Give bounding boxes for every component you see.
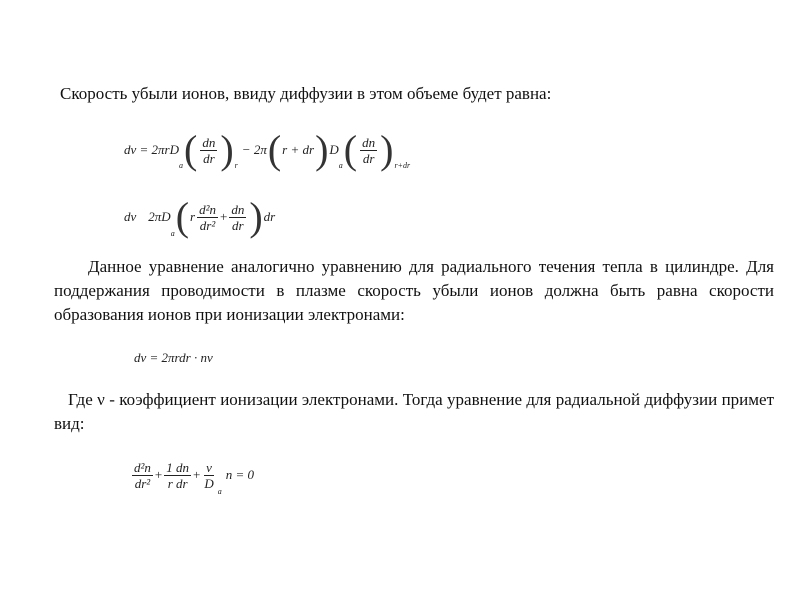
eq2-plus: + xyxy=(219,209,228,224)
equation-ion-loss-expanded xyxy=(124,192,275,242)
eq1-sub-rdr: r+dr xyxy=(394,161,411,170)
eq4-frac2-den: r dr xyxy=(167,475,188,491)
equation-ion-loss xyxy=(124,126,410,174)
eq1-fraction-2 xyxy=(360,135,377,166)
eq1-paren-open: ( xyxy=(184,127,198,172)
eq4-fraction-3 xyxy=(202,460,215,491)
eq3-text: dν = 2πrdr · nν xyxy=(134,350,213,365)
eq4-frac3-num: ν xyxy=(206,459,212,475)
eq2-r: r xyxy=(190,209,196,224)
paragraph-ionization-coefficient: Где ν - коэффициент ионизации электронами. Тогда уравнение для радиальной диффузии примет вид: xyxy=(54,390,774,433)
eq1-frac2-den: dr xyxy=(362,150,375,166)
eq4-frac2-num: 1 dn xyxy=(166,459,189,475)
eq4-plus-2: + xyxy=(193,467,201,482)
eq4-sub-a: a xyxy=(217,487,222,496)
eq1-frac1-den: dr xyxy=(203,150,215,166)
eq1-fraction-1 xyxy=(200,135,217,166)
paragraph-diffusion-loss: Скорость убыли ионов, ввиду диффузии в этом объеме будет равна: xyxy=(60,84,552,103)
eq4-frac1-den: dr² xyxy=(134,475,151,491)
eq1-frac2-num: dn xyxy=(362,134,376,150)
eq1-d2: D xyxy=(329,142,339,157)
eq1-paren2-close: ) xyxy=(315,127,329,172)
eq1-paren3-close: ) xyxy=(380,127,394,172)
eq1-paren-close: ) xyxy=(220,127,234,172)
eq2-paren-close: ) xyxy=(249,194,263,239)
eq1-paren3-open: ( xyxy=(343,127,358,172)
eq2-lhs: dν xyxy=(124,209,137,224)
eq2-fraction-1 xyxy=(197,202,218,233)
eq1-lhs: dν = 2πrD xyxy=(124,142,180,157)
eq1-frac1-num: dn xyxy=(202,134,216,150)
eq1-paren2-open: ( xyxy=(267,127,282,172)
eq2-tail: dr xyxy=(263,209,276,224)
eq2-frac2-num: dn xyxy=(231,201,245,217)
eq4-frac1-num: d²n xyxy=(134,459,151,475)
eq2-fraction-2 xyxy=(229,202,246,233)
paragraph-heat-analogy: Данное уравнение аналогично уравнению для радиального течения тепла в цилиндре. Для поддержания проводимости в плазме скорость убыли ионов должна быть равна скорости образования ионов при ионизации электронами: xyxy=(54,257,774,324)
eq1-sub-r: r xyxy=(234,161,238,170)
eq2-frac1-num: d²n xyxy=(199,201,216,217)
eq4-plus-1: + xyxy=(154,467,163,482)
eq4-fraction-2 xyxy=(164,460,191,491)
eq1-sub-a: a xyxy=(179,161,184,170)
eq1-sub-a2: a xyxy=(338,161,343,170)
eq2-frac2-den: dr xyxy=(232,217,244,233)
eq4-fraction-1 xyxy=(132,460,153,491)
eq2-mid: 2πD xyxy=(148,209,171,224)
eq2-paren-open: ( xyxy=(175,194,190,239)
eq4-frac3-den: D xyxy=(204,475,214,491)
eq1-paren-mid: r + dr xyxy=(282,142,315,157)
eq2-frac1-den: dr² xyxy=(199,217,216,233)
eq2-sub-a: a xyxy=(170,229,175,238)
eq4-tail: n = 0 xyxy=(225,467,255,482)
equation-ionization-rate xyxy=(134,347,213,369)
eq1-mid: − 2π xyxy=(241,142,267,157)
equation-radial-diffusion xyxy=(130,450,254,500)
